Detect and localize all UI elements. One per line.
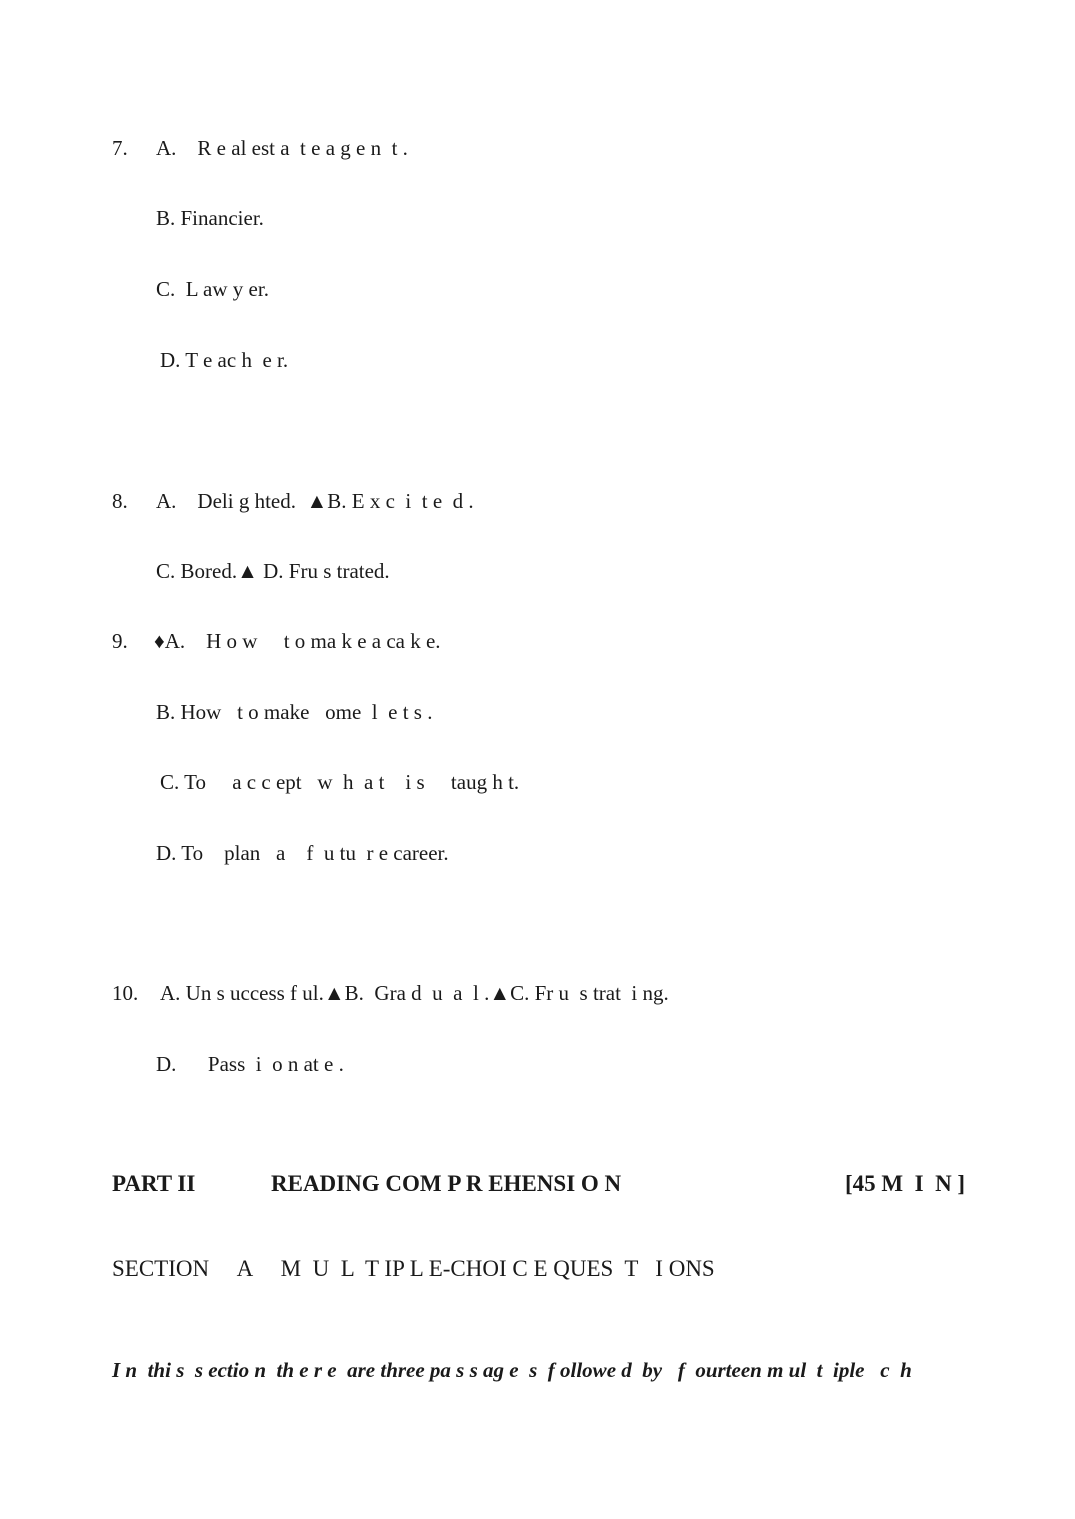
option-line: D. Pass i o n at e . [156,1052,344,1076]
part-label: PART II [112,1171,196,1196]
option-line: A. R e al est a t e a g e n t . [156,136,408,160]
question-number: 9. [112,629,128,653]
option-line: C. L aw y er. [156,277,269,301]
option-line: D. To plan a f u tu r e career. [156,841,449,865]
option-line: C. Bored.▲ D. Fru s trated. [156,559,390,583]
option-line: B. How t o make ome l e t s . [156,700,433,724]
option-line: C. To a c c ept w h a t i s taug h t. [160,770,520,794]
question-number: 7. [112,136,128,160]
question-number: 10. [112,981,139,1005]
part-title: READING COM P R EHENSI O N [271,1171,622,1196]
option-line: ♦A. H o w t o ma k e a ca k e. [154,629,441,653]
section-heading: SECTION A M U L T IP L E-CHOI C E QUES T I ONS [112,1256,715,1281]
option-line: A. Un s uccess f ul.▲B. Gra d u a l .▲C. Fr u s trat i ng. [160,981,669,1005]
option-line: B. Financier. [156,206,264,230]
question-number: 8. [112,489,128,513]
instruction-text: I n thi s s ectio n th e r e are three pa s s ag e s f ollowe d by f ourteen m ul t iple c h [112,1358,912,1382]
option-line: D. T e ac h e r. [160,348,289,372]
part-time: [45 M I N ] [845,1171,966,1196]
option-line: A. Deli g hted. ▲B. E x c i t e d . [156,489,474,513]
